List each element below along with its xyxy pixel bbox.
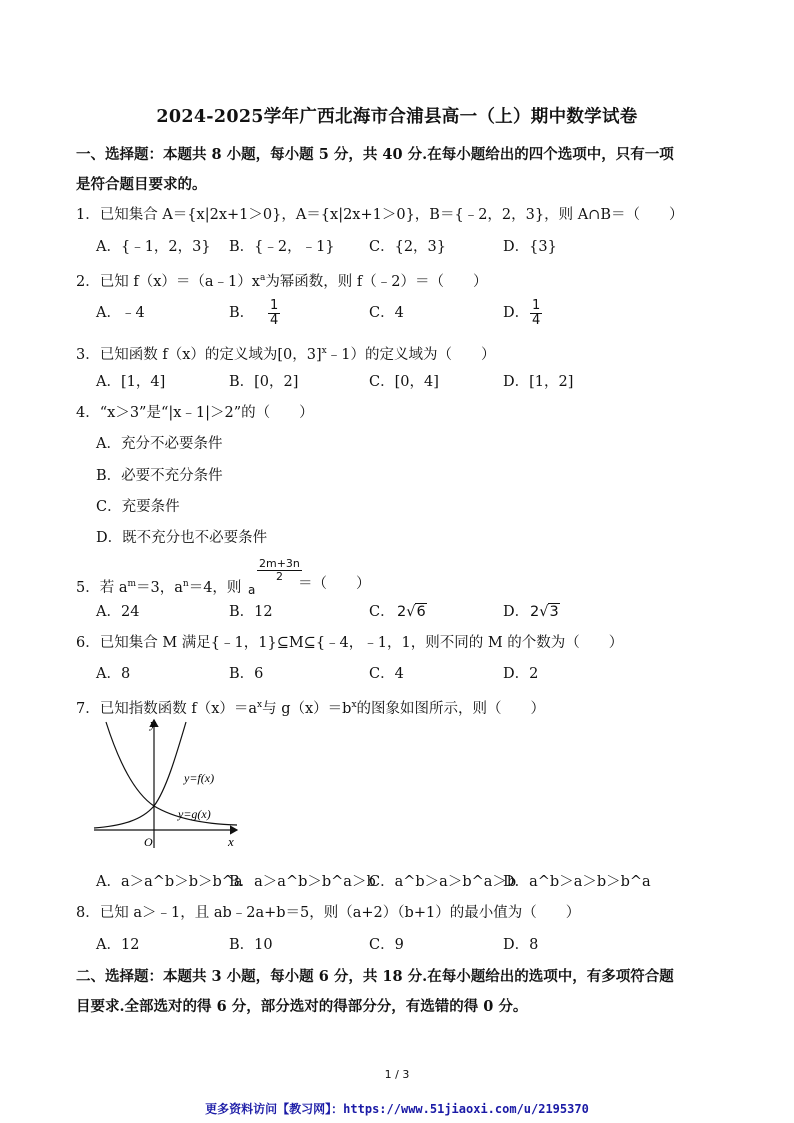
question-8-option-b: B．10 <box>229 937 273 953</box>
question-5-option-d-sqrt: 2√3 <box>530 604 559 620</box>
question-3-stem-head: 3．已知函数 f（x）的定义域为[0，3] <box>76 346 322 363</box>
question-8-stem: 8．已知 a＞﹣1，且 ab﹣2a+b＝5，则（a+2）（b+1）的最小值为（ ） <box>76 905 581 921</box>
section-2-header <box>76 962 726 1022</box>
question-1-option-d: D．{3} <box>503 239 557 255</box>
question-4-stem: 4．“x＞3”是“|x﹣1|＞2”的（ ） <box>76 405 314 421</box>
sqrt-coefficient: 2 <box>397 604 407 620</box>
section-1-line-2: 是符合题目要求的。 <box>76 176 207 193</box>
origin-label: O <box>144 835 153 849</box>
question-8-option-c: C．9 <box>369 937 404 953</box>
section-1-line-1: 一、选择题：本题共 8 小题，每小题 5 分，共 40 分.在每小题给出的四个选项中，只有一项 <box>76 146 674 163</box>
question-7-sup-1: x <box>257 700 263 710</box>
question-3-option-d: D．[1，2] <box>503 374 574 390</box>
fraction-denominator: 2 <box>275 570 283 583</box>
question-5-exponent-fraction <box>257 558 302 583</box>
section-2-line-1: 二、选择题：本题共 3 小题，每小题 6 分，共 18 分.在每小题给出的选项中，有多项符合题 <box>76 968 674 985</box>
question-5-sup-n: n <box>182 579 189 589</box>
question-5-stem-part1 <box>76 574 241 598</box>
question-2-options <box>96 299 736 333</box>
question-1-option-b: B．{﹣2，﹣1} <box>229 239 335 255</box>
question-7-option-c: C．a^b＞a＞b^a＞b <box>369 874 517 890</box>
question-7-text-b: 与 g（x）＝b <box>262 700 352 717</box>
question-2-option-c: C．4 <box>369 305 404 321</box>
fraction-numerator: 1 <box>270 298 279 313</box>
question-8-option-d: D．8 <box>503 937 539 953</box>
question-2-option-d-fraction <box>530 299 542 328</box>
page-number: 1 / 3 <box>384 1068 410 1081</box>
question-1-stem: 1．已知集合 A＝{x|2x+1＞0}，A＝{x|2x+1＞0}，B＝{﹣2，2，3}，则 A∩B＝（ ） <box>76 207 684 223</box>
x-axis-label: x <box>228 834 234 849</box>
question-6-option-b: B．6 <box>229 666 264 682</box>
fraction-numerator: 2m+3n <box>259 557 300 570</box>
question-3-options <box>96 372 736 396</box>
question-6-options <box>96 664 736 688</box>
question-5-option-d: D． <box>503 604 530 620</box>
question-2-option-b-fraction <box>268 299 280 328</box>
sqrt-radicand: 3 <box>549 604 559 620</box>
question-2-option-b: B． <box>229 305 255 321</box>
question-4-option-b: B．必要不充分条件 <box>96 468 223 484</box>
question-8-option-a: A．12 <box>96 937 140 953</box>
footer-promo-link[interactable]: 更多资料访问【教习网】：https://www.51jiaoxi.com/u/2195370 <box>205 1102 589 1116</box>
curve-f <box>94 722 186 828</box>
question-5-sup-m: m <box>127 579 137 589</box>
question-2-exponent: a <box>259 273 266 283</box>
curve-g <box>106 722 237 825</box>
question-1-option-a: A．{﹣1，2，3} <box>96 239 211 255</box>
fraction-denominator: 4 <box>270 313 279 328</box>
question-5-options <box>96 600 736 624</box>
question-2-option-d: D． <box>503 305 530 321</box>
question-3-stem <box>76 341 726 365</box>
question-2-stem-head: 2．已知 f（x）＝（a﹣1）x <box>76 273 260 290</box>
question-8-options <box>96 935 736 959</box>
question-3-option-b: B．[0，2] <box>229 374 299 390</box>
question-6-option-c: C．4 <box>369 666 404 682</box>
question-7-options <box>96 872 736 896</box>
question-2-stem <box>76 268 726 292</box>
question-5-option-b: B．12 <box>229 604 273 620</box>
question-7-option-a: A．a＞a^b＞b＞b^a <box>96 874 243 890</box>
question-7-graph <box>92 716 242 851</box>
question-4-option-a: A．充分不必要条件 <box>96 436 223 452</box>
sqrt-coefficient: 2 <box>530 604 540 620</box>
question-2-option-a: A．﹣4 <box>96 305 145 321</box>
section-1-header <box>76 140 726 200</box>
question-3-stem-tail: ﹣1）的定义域为（ ） <box>326 346 496 363</box>
question-7-text-c: 的图象如图所示，则（ ） <box>356 700 546 717</box>
question-7-option-d: D．a^b＞a＞b＞b^a <box>503 874 651 890</box>
question-3-option-c: C．[0，4] <box>369 374 439 390</box>
question-5-text-b: ＝3，a <box>136 579 183 596</box>
question-5-option-a: A．24 <box>96 604 140 620</box>
question-3-option-a: A．[1，4] <box>96 374 166 390</box>
f-curve-label: y=f(x) <box>184 771 215 785</box>
question-5-text-c: ＝4，则 <box>188 579 242 596</box>
question-1-option-c: C．{2，3} <box>369 239 446 255</box>
page-title: 2024-2025学年广西北海市合浦县高一（上）期中数学试卷 <box>156 107 638 127</box>
question-1-options <box>96 237 736 261</box>
question-3-exponent: x <box>321 346 327 356</box>
fraction-denominator: 4 <box>532 313 541 328</box>
g-curve-label: y=g(x) <box>178 807 211 821</box>
question-7-sup-2: x <box>351 700 357 710</box>
question-6-option-d: D．2 <box>503 666 539 682</box>
question-5-option-c-sqrt: 2√6 <box>397 604 426 620</box>
y-axis-label: y <box>150 716 156 731</box>
question-2-stem-tail: 为幂函数，则 f（﹣2）＝（ ） <box>265 273 488 290</box>
question-5-option-c: C． <box>369 604 395 620</box>
question-5-base: a <box>248 583 256 597</box>
question-6-option-a: A．8 <box>96 666 131 682</box>
section-2-line-2: 目要求.全部选对的得 6 分，部分选对的得部分分，有选错的得 0 分。 <box>76 998 528 1015</box>
question-5-stem-tail: ＝（ ） <box>298 576 371 592</box>
question-4-option-c: C．充要条件 <box>96 499 180 515</box>
question-5-text-a: 5．若 a <box>76 579 128 596</box>
question-4-option-d: D．既不充分也不必要条件 <box>96 530 268 546</box>
sqrt-radicand: 6 <box>416 604 426 620</box>
question-6-stem: 6．已知集合 M 满足{﹣1，1}⊆M⊆{﹣4，﹣1，1，则不同的 M 的个数为（ ） <box>76 635 624 651</box>
question-5-stem <box>76 557 726 597</box>
question-7-text-a: 7．已知指数函数 f（x）＝a <box>76 700 258 717</box>
question-7-option-b: B．a＞a^b＞b^a＞b <box>229 874 376 890</box>
fraction-numerator: 1 <box>532 298 541 313</box>
